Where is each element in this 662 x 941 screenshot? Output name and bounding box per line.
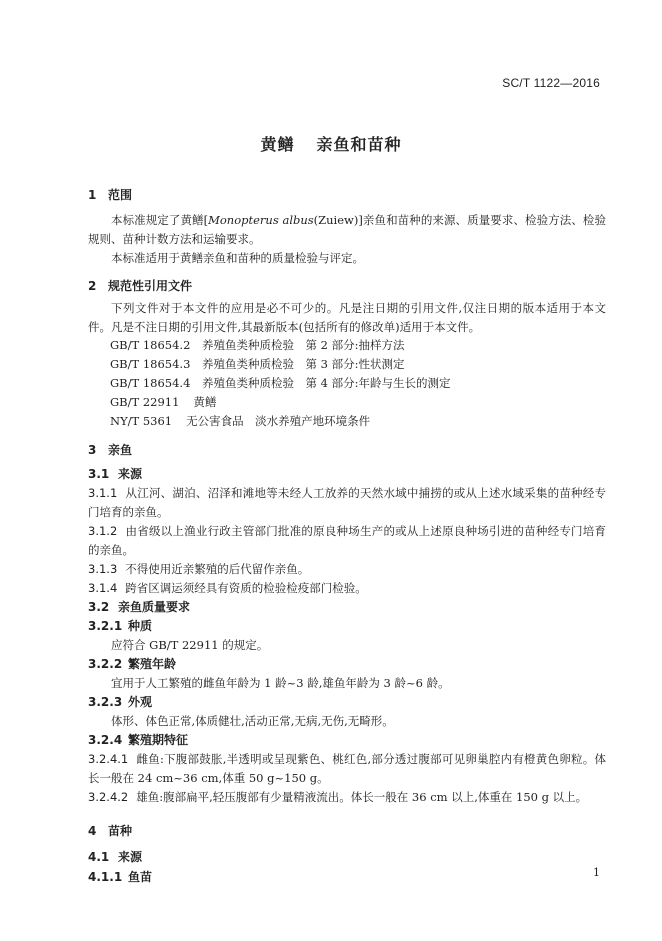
reference-item	[110, 356, 405, 372]
reference-code: GB/T 18654.4	[110, 376, 191, 390]
subsection-number: 3.2	[88, 600, 110, 614]
clause-3-1-1	[88, 484, 606, 522]
section-title: 规范性引用文件	[108, 279, 193, 293]
reference-title: 养殖鱼类种质检验 第 3 部分:性状测定	[202, 357, 405, 371]
reference-item	[110, 394, 216, 410]
subsection-number: 3.2.3	[88, 695, 123, 709]
clause-3-1-4	[88, 579, 606, 598]
section-1-paragraph-2: 本标准适用于黄鳝亲鱼和苗种的质量检验与评定。	[111, 251, 364, 265]
subsection-title: 亲鱼质量要求	[118, 600, 191, 614]
section-number: 4	[88, 824, 97, 838]
page-number: 1	[593, 866, 600, 879]
clause-number: 3.1.1	[88, 486, 118, 500]
section-2-intro: 下列文件对于本文件的应用是必不可少的。凡是注日期的引用文件,仅注日期的版本适用于本文件。凡是不注日期的引用文件,其最新版本(包括所有的修改单)适用于本文件。	[88, 301, 606, 334]
text-run: 本标准规定了黄鳝[	[111, 213, 209, 227]
subsection-number: 3.2.1	[88, 619, 123, 633]
subsection-number: 3.1	[88, 467, 110, 481]
clause-text: 从江河、湖泊、沼泽和滩地等未经人工放养的天然水域中捕捞的或从上述水域采集的苗种经专门培育的亲鱼。	[88, 486, 606, 519]
clause-text: 不得使用近亲繁殖的后代留作亲鱼。	[125, 562, 310, 576]
subsection-3-2-3-heading	[88, 693, 152, 710]
subsection-title: 来源	[118, 850, 143, 864]
clause-3-2-4-1	[88, 750, 606, 788]
reference-title: 无公害食品 淡水养殖产地环境条件	[186, 414, 371, 428]
clause-number: 3.1.3	[88, 562, 118, 576]
reference-item	[110, 375, 451, 391]
clause-3-1-3	[88, 560, 606, 579]
subsection-title: 繁殖年龄	[128, 657, 177, 671]
page-title	[0, 132, 662, 155]
subsection-4-1-1-heading	[88, 868, 152, 885]
clause-3-1-2	[88, 522, 606, 560]
section-1-heading	[88, 186, 132, 203]
subsection-number: 3.2.2	[88, 657, 123, 671]
subsection-title: 鱼苗	[128, 870, 153, 884]
clause-text: 跨省区调运须经具有资质的检验检疫部门检验。	[125, 581, 367, 595]
clause-3-2-3-text: 体形、体色正常,体质健壮,活动正常,无病,无伤,无畸形。	[111, 714, 394, 728]
subsection-4-1-heading	[88, 848, 142, 865]
subsection-3-1-heading	[88, 465, 142, 482]
reference-code: GB/T 18654.3	[110, 357, 191, 371]
clause-text: 由省级以上渔业行政主管部门批准的原良种场生产的或从上述原良种场引进的苗种经专门培育的亲鱼。	[88, 524, 606, 557]
clause-text: 雄鱼:腹部扁平,轻压腹部有少量精液流出。体长一般在 36 cm 以上,体重在 150 g 以上。	[136, 790, 588, 804]
section-title: 苗种	[108, 824, 133, 838]
text-run: (Zuiew)]亲鱼和苗种的来源、质量要求、检验方法、检验规则、苗种计数方法和运输要求。	[88, 213, 606, 246]
section-1-paragraph-1	[88, 211, 606, 249]
section-number: 1	[88, 188, 97, 202]
latin-name: Monopterus albus	[208, 213, 314, 227]
section-2-heading	[88, 277, 192, 294]
section-number: 3	[88, 443, 97, 457]
subsection-3-2-1-heading	[88, 617, 152, 634]
section-title: 范围	[108, 188, 133, 202]
subsection-title: 繁殖期特征	[128, 733, 189, 747]
subsection-title: 外观	[128, 695, 153, 709]
reference-code: GB/T 18654.2	[110, 338, 191, 352]
reference-code: GB/T 22911	[110, 395, 180, 409]
clause-3-2-2-text: 宜用于人工繁殖的雌鱼年龄为 1 龄~3 龄,雄鱼年龄为 3 龄~6 龄。	[111, 676, 450, 690]
reference-title: 养殖鱼类种质检验 第 4 部分:年龄与生长的测定	[202, 376, 451, 390]
reference-code: NY/T 5361	[110, 414, 173, 428]
standard-code: SC/T 1122—2016	[502, 76, 600, 90]
reference-item	[110, 337, 405, 353]
reference-title: 黄鳝	[193, 395, 217, 409]
clause-text: 雌鱼:下腹部鼓胀,半透明或呈现紫色、桃红色,部分透过腹部可见卵巢腔内有橙黄色卵粒。体长一般在 24 cm~36 cm,体重 50 g~150 g。	[88, 752, 606, 785]
subsection-title: 来源	[118, 467, 143, 481]
section-title: 亲鱼	[108, 443, 133, 457]
section-number: 2	[88, 279, 97, 293]
subsection-3-2-heading	[88, 598, 190, 615]
reference-item	[110, 413, 370, 429]
subsection-number: 4.1	[88, 850, 110, 864]
clause-number: 3.2.4.1	[88, 752, 129, 766]
reference-title: 养殖鱼类种质检验 第 2 部分:抽样方法	[202, 338, 405, 352]
clause-number: 3.1.4	[88, 581, 118, 595]
subsection-title: 种质	[128, 619, 153, 633]
section-3-heading	[88, 441, 132, 458]
clause-3-2-4-2	[88, 788, 606, 807]
subsection-3-2-2-heading	[88, 655, 176, 672]
section-4-heading	[88, 822, 132, 839]
subsection-3-2-4-heading	[88, 731, 188, 748]
clause-3-2-1-text: 应符合 GB/T 22911 的规定。	[111, 638, 269, 652]
subsection-number: 3.2.4	[88, 733, 123, 747]
subsection-number: 4.1.1	[88, 870, 123, 884]
clause-number: 3.2.4.2	[88, 790, 129, 804]
title-part-2: 亲鱼和苗种	[316, 135, 402, 154]
clause-number: 3.1.2	[88, 524, 118, 538]
title-part-1: 黄鳝	[260, 135, 295, 154]
